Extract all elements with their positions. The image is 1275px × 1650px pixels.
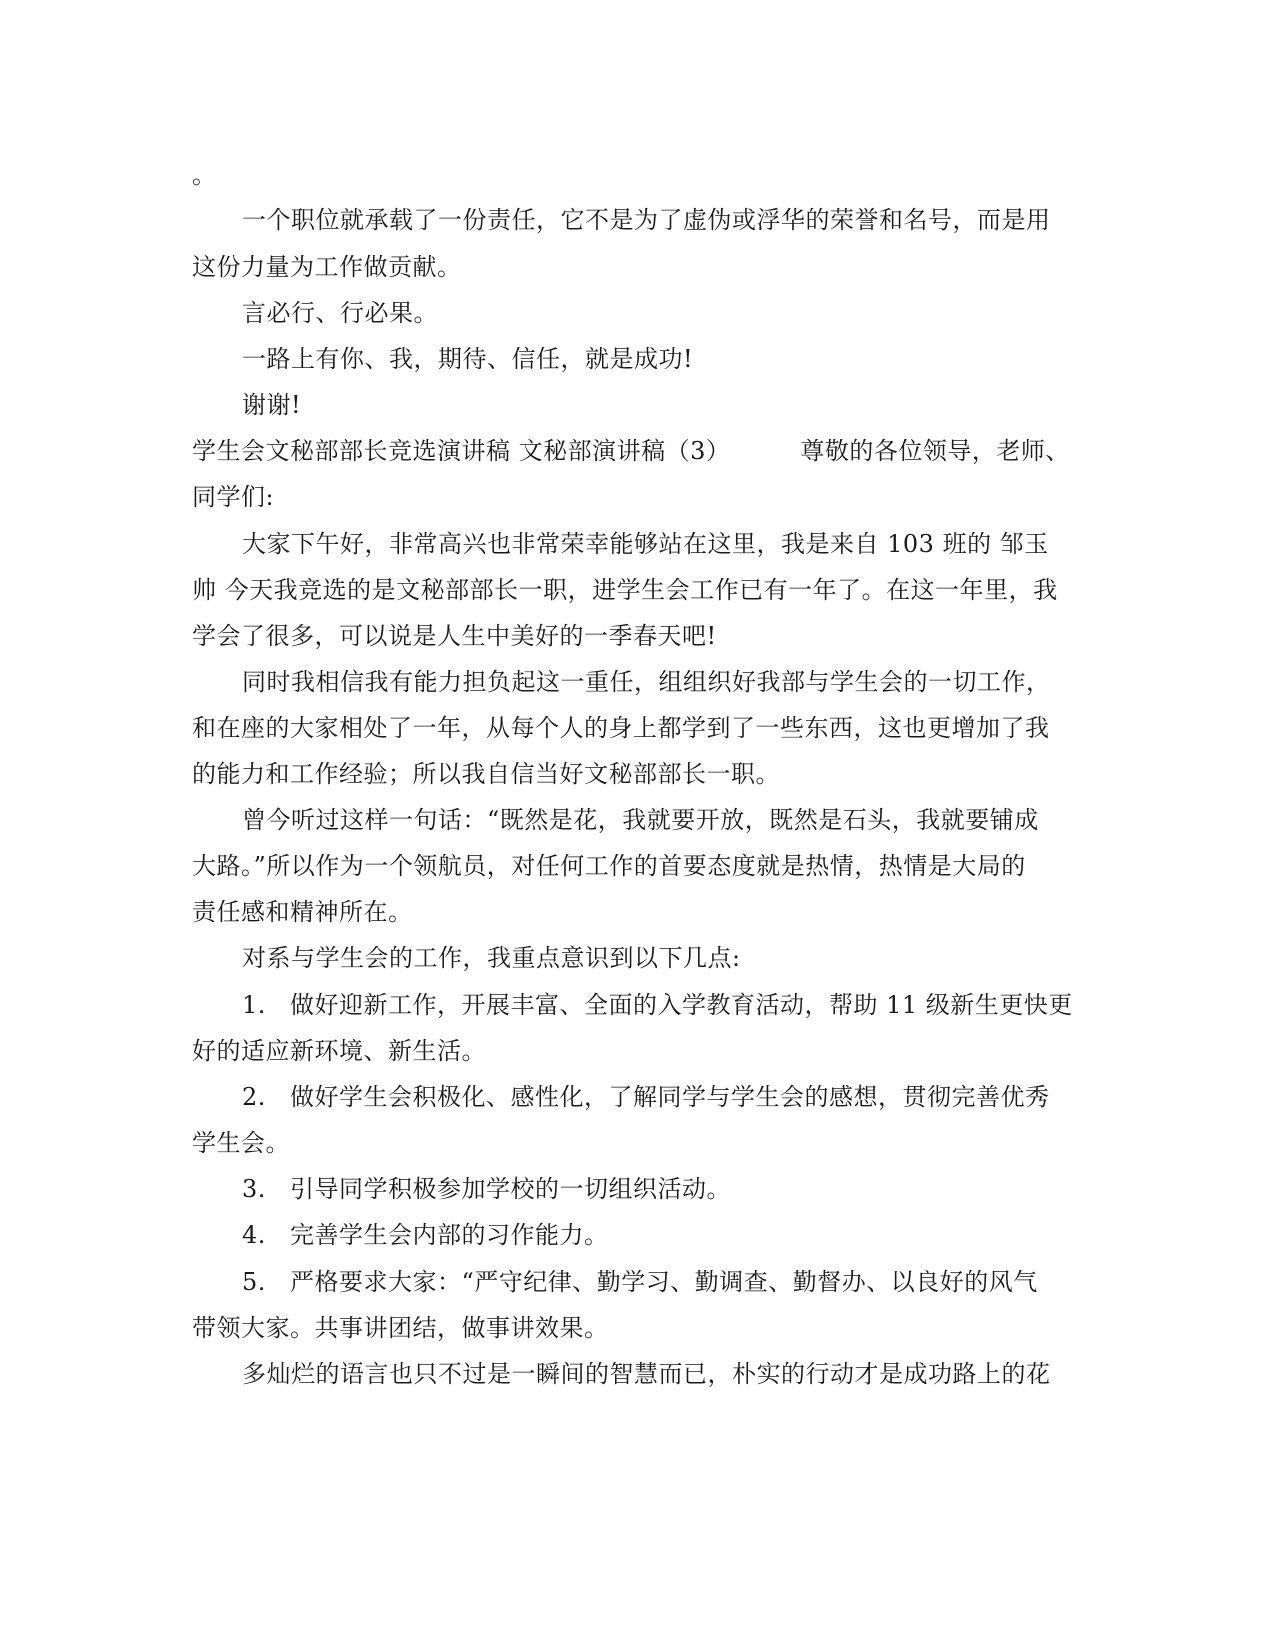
text-line: 同时我相信我有能力担负起这一重任，组组织好我部与学生会的一切工作， bbox=[242, 668, 1051, 696]
list-number: 1. bbox=[242, 991, 266, 1019]
list-text: 做好学生会积极化、感性化，了解同学与学生会的感想，贯彻完善优秀 bbox=[290, 1083, 1050, 1111]
text-line: 对系与学生会的工作，我重点意识到以下几点: bbox=[242, 944, 741, 972]
text-line: 好的适应新环境、新生活。 bbox=[192, 1037, 486, 1065]
text-line: 这份力量为工作做贡献。 bbox=[192, 253, 462, 281]
text-line: 帅 今天我竞选的是文秘部部长一职，进学生会工作已有一年了。在这一年里，我 bbox=[192, 576, 1058, 604]
list-number: 2. bbox=[242, 1083, 266, 1111]
text-line: 一个职位就承载了一份责任，它不是为了虚伪或浮华的荣誉和名号，而是用 bbox=[242, 206, 1051, 234]
text-line: 谢谢! bbox=[242, 391, 302, 419]
list-item bbox=[242, 1267, 1122, 1297]
list-item bbox=[242, 1220, 1122, 1250]
text-line: 。 bbox=[192, 161, 217, 189]
list-item bbox=[242, 1082, 1122, 1112]
text-line: 和在座的大家相处了一年，从每个人的身上都学到了一些东西，这也更增加了我 bbox=[192, 714, 1050, 742]
list-text: 严格要求大家：“严守纪律、勤学习、勤调查、勤督办、以良好的风气 bbox=[290, 1268, 1038, 1296]
text-line: 同学们: bbox=[192, 483, 275, 511]
text-line: 学会了很多，可以说是人生中美好的一季春天吧! bbox=[192, 622, 717, 650]
text-line: 大路。”所以作为一个领航员，对任何工作的首要态度就是热情，热情是大局的 bbox=[192, 852, 1026, 880]
salutation: 尊敬的各位领导，老师、 bbox=[800, 437, 1070, 465]
text-line: 多灿烂的语言也只不过是一瞬间的智慧而已，朴实的行动才是成功路上的花 bbox=[242, 1360, 1051, 1388]
list-number: 5. bbox=[242, 1268, 266, 1296]
text-line: 大家下午好，非常高兴也非常荣幸能够站在这里，我是来自 103 班的 邹玉 bbox=[242, 530, 1049, 558]
list-text: 引导同学积极参加学校的一切组织活动。 bbox=[290, 1175, 731, 1203]
text-line: 言必行、行必果。 bbox=[242, 299, 438, 327]
text-line: 学生会。 bbox=[192, 1129, 290, 1157]
text-line: 一路上有你、我，期待、信任，就是成功! bbox=[242, 345, 694, 373]
list-number: 4. bbox=[242, 1221, 266, 1249]
list-item bbox=[242, 1174, 1122, 1204]
text-line: 曾今听过这样一句话：“既然是花，我就要开放，既然是石头，我就要铺成 bbox=[242, 806, 1039, 834]
text-line: 带领大家。共事讲团结，做事讲效果。 bbox=[192, 1314, 609, 1342]
list-item bbox=[242, 990, 1122, 1020]
text-line: 责任感和精神所在。 bbox=[192, 898, 413, 926]
section-title-line bbox=[192, 436, 1072, 466]
section-title: 学生会文秘部部长竞选演讲稿 文秘部演讲稿（3） bbox=[192, 437, 731, 465]
list-number: 3. bbox=[242, 1175, 266, 1203]
list-text: 完善学生会内部的习作能力。 bbox=[290, 1221, 609, 1249]
list-text: 做好迎新工作，开展丰富、全面的入学教育活动，帮助 11 级新生更快更 bbox=[290, 991, 1073, 1019]
text-line: 的能力和工作经验；所以我自信当好文秘部部长一职。 bbox=[192, 760, 780, 788]
